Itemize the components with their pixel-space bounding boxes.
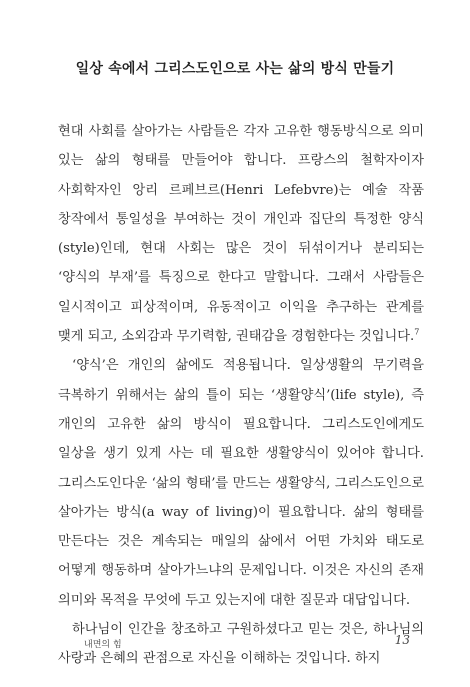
running-footer-book-title: 내면의 힘 — [84, 640, 122, 650]
page-number: 13 — [394, 633, 410, 647]
paragraph — [58, 117, 424, 351]
footnote-marker: 7 — [414, 327, 420, 337]
paragraph: ‘양식’은 개인의 삶에도 적용됩니다. 일상생활의 무기력을 극복하기 위해서는 삶의 틀이 되는 ‘생활양식’(life style), 즉 개인의 고유한 삶의 방식이 필요합니다. 그리스도인에게도 일상을 생기 있게 사는 데 필요한 생활양식이 있어야 합니다. 그리스도인다운 ‘삶의 형태’를 만드는 생활양식, 그리스도인으로 살아가는 방식(a way of living)이 필요합니다. 삶의 형태를 만든다는 것은 계속되는 매일의 삶에서 어떤 가치와 태도로 어떻게 행동하며 살아가느냐의 문제입니다. 이것은 자신의 존재 의미와 목적을 무엇에 두고 있는지에 대한 질문과 대답입니다. — [58, 358, 424, 608]
body-text — [58, 117, 424, 674]
paragraph-text: 현대 사회를 살아가는 사람들은 각자 고유한 행동방식으로 의미 있는 삶의 형태를 만들어야 합니다. 프랑스의 철학자이자 사회학자인 앙리 르페브르(Henri Lefebvre)는 예술 작품 창작에서 통일성을 부여하는 것이 개인과 집단의 특정한 양식(style)인데, 현대 사회는 많은 것이 뒤섞이거나 분리되는 ‘양식의 부재’를 특징으로 한다고 말합니다. 그래서 사람들은 일시적이고 피상적이며, 유동적이고 이익을 추구하는 관계를 맺게 되고, 소외감과 무기력함, 권태감을 경험한다는 것입니다. — [58, 124, 424, 345]
paragraph: 하나님이 인간을 창조하고 구원하셨다고 믿는 것은, 하나님의 사랑과 은혜의 관점으로 자신을 이해하는 것입니다. 하지 — [58, 622, 424, 667]
chapter-title: 일상 속에서 그리스도인으로 사는 삶의 방식 만들기 — [75, 61, 395, 77]
